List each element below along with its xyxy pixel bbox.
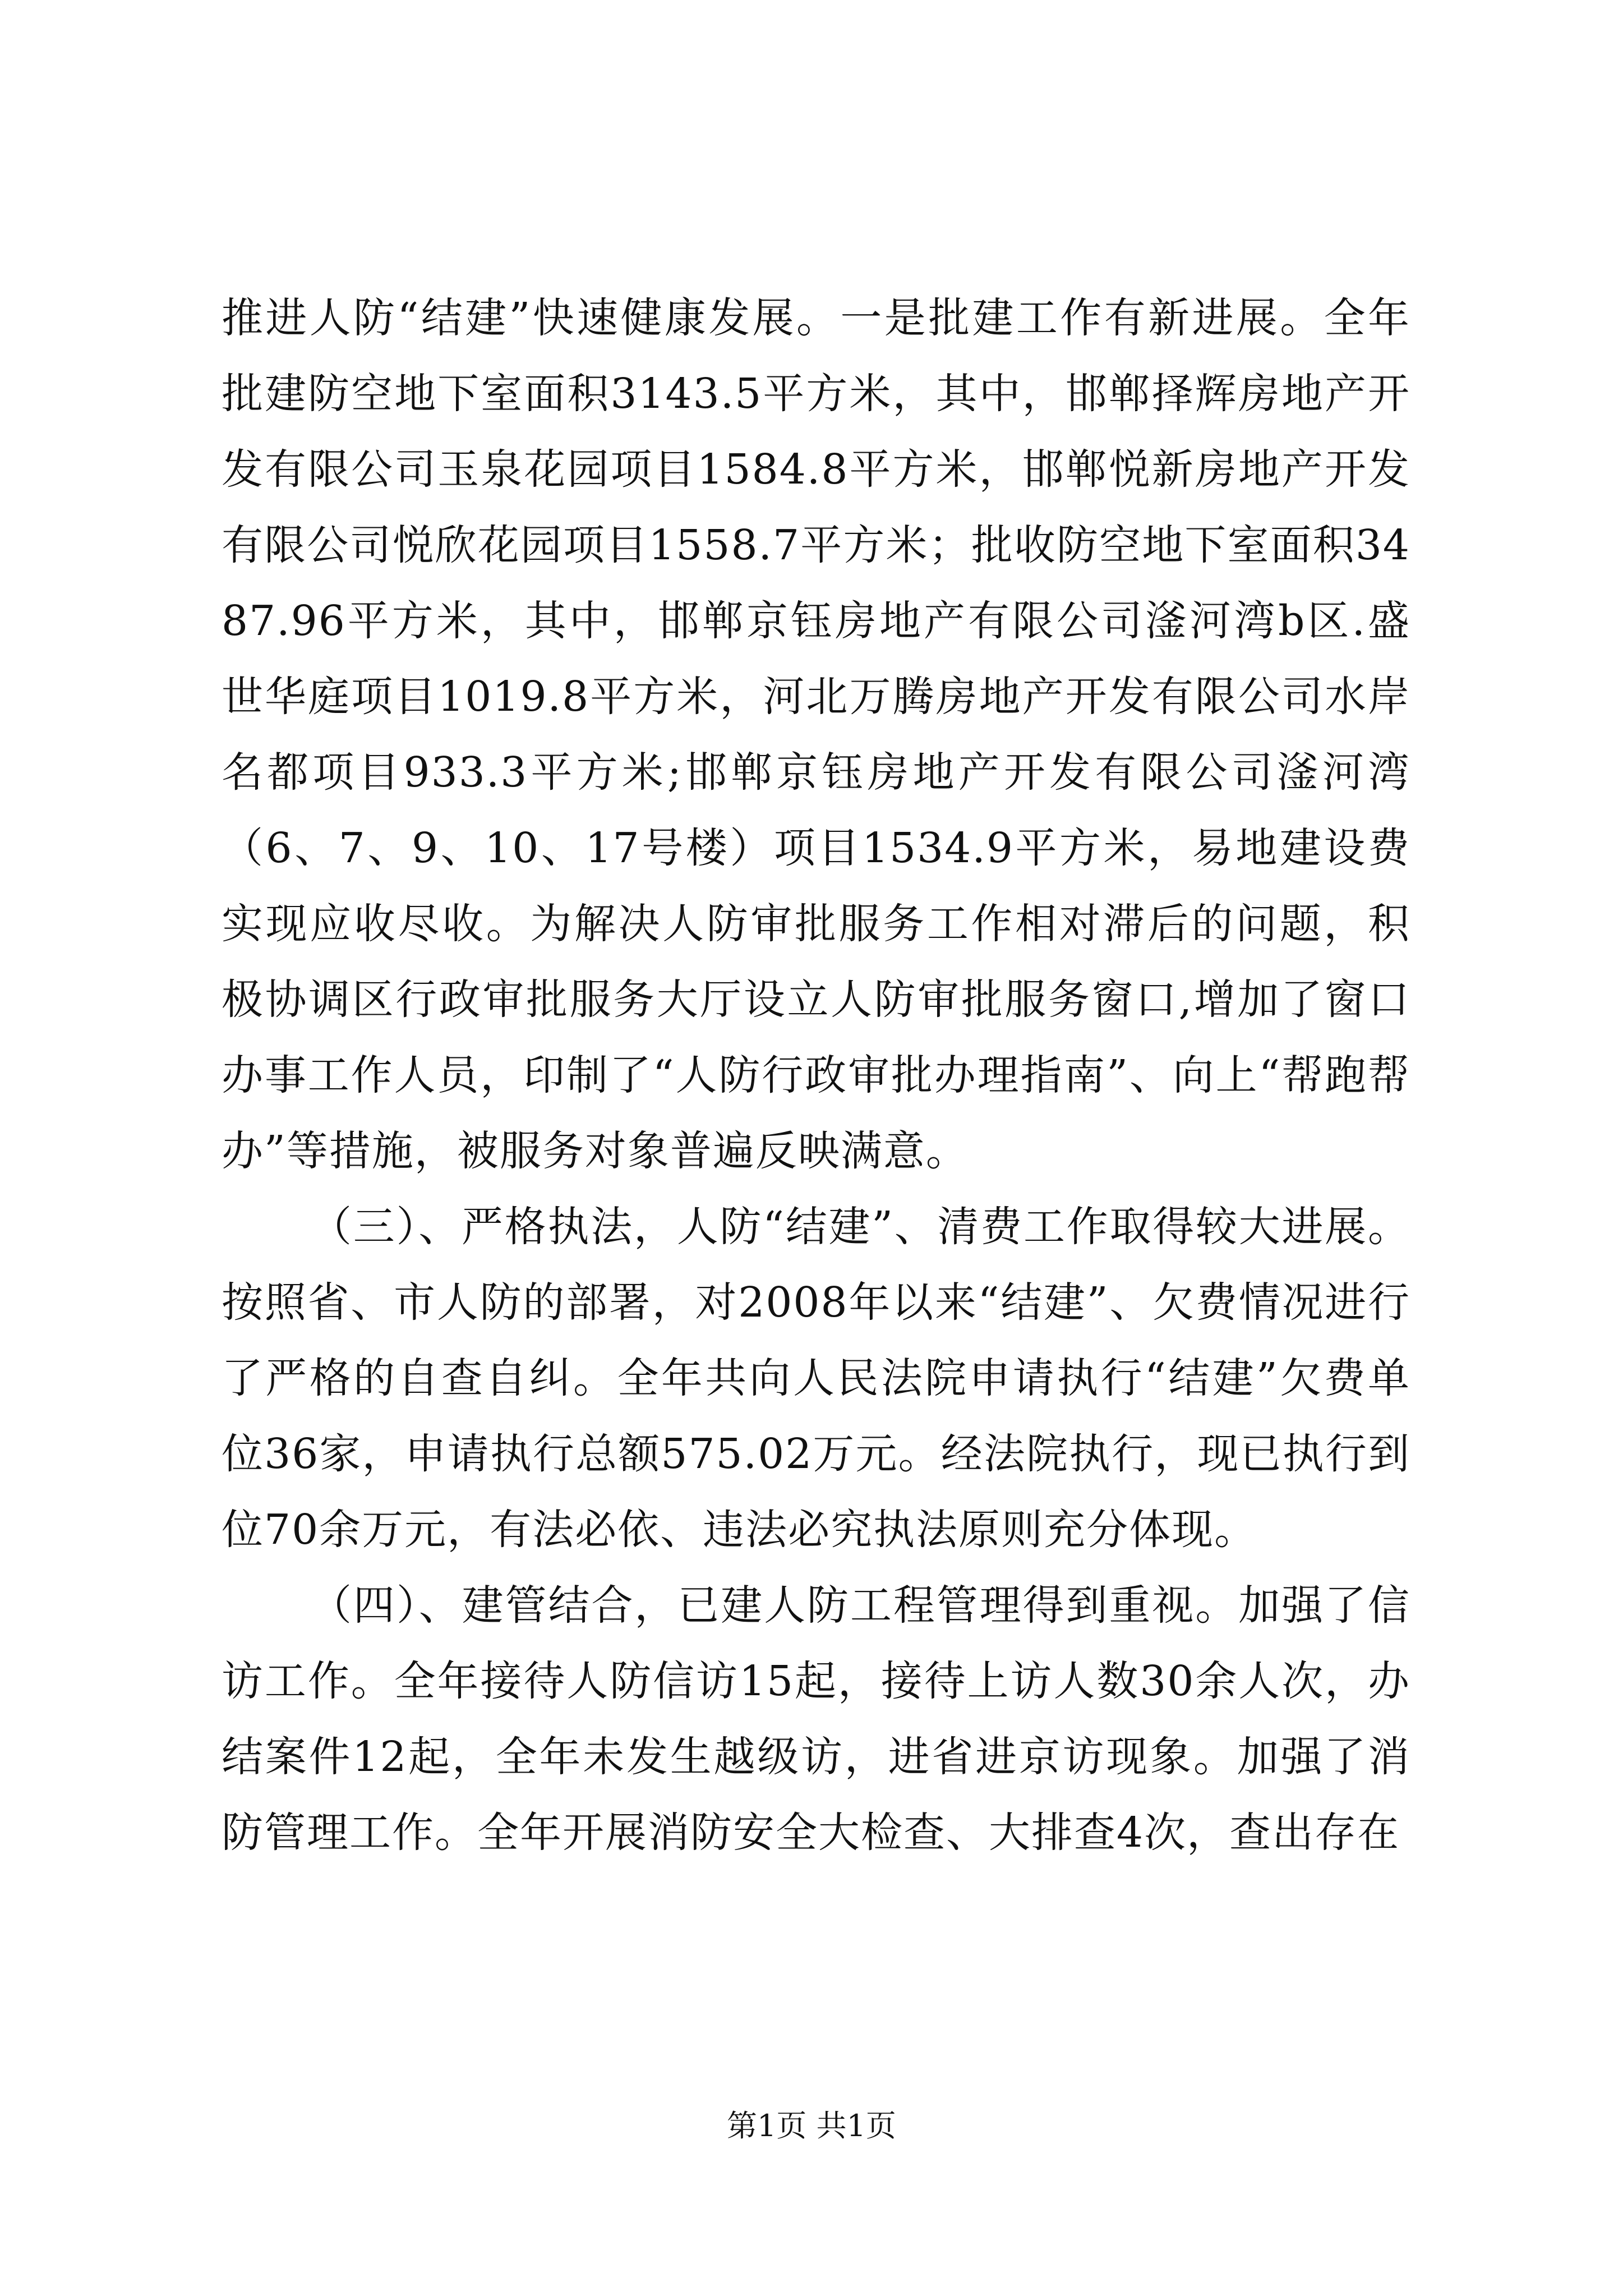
paragraph-2: （三）、严格执法，人防“结建”、清费工作取得较大进展。按照省、市人防的部署，对2008年以来“结建”、欠费情况进行了严格的自查自纠。全年共向人民法院申请执行“结建”欠费单位36家，申请执行总额575.02万元。经法院执行，现已执行到位70余万元，有法必依、违法必究执法原则充分体现。 bbox=[222, 1203, 1410, 1554]
paragraph-1: 推进人防“结建”快速健康发展。一是批建工作有新进展。全年批建防空地下室面积3143.5平方米，其中，邯郸择辉房地产开发有限公司玉泉花园项目1584.8平方米，邯郸悦新房地产开发有限公司悦欣花园项目1558.7平方米；批收防空地下室面积3487.96平方米，其中，邯郸京钰房地产有限公司滏河湾b区.盛世华庭项目1019.8平方米，河北万腾房地产开发有限公司水岸名都项目933.3平方米;邯郸京钰房地产开发有限公司滏河湾（6、7、9、10、17号楼）项目1534.9平方米，易地建设费实现应收尽收。为解决人防审批服务工作相对滞后的问题，积极协调区行政审批服务大厅设立人防审批服务窗口,增加了窗口办事工作人员，印制了“人防行政审批办理指南”、向上“帮跑帮办”等措施，被服务对象普遍反映满意。 bbox=[222, 294, 1410, 1175]
document-body bbox=[222, 280, 1410, 1871]
page-number: 第1页 共1页 bbox=[727, 2108, 896, 2143]
paragraph-3: （四）、建管结合，已建人防工程管理得到重视。加强了信访工作。全年接待人防信访15起，接待上访人数30余人次，办结案件12起，全年未发生越级访，进省进京访现象。加强了消防管理工作。全年开展消防安全大检查、大排查4次，查出存在 bbox=[222, 1581, 1410, 1857]
page-footer bbox=[0, 2106, 1623, 2146]
